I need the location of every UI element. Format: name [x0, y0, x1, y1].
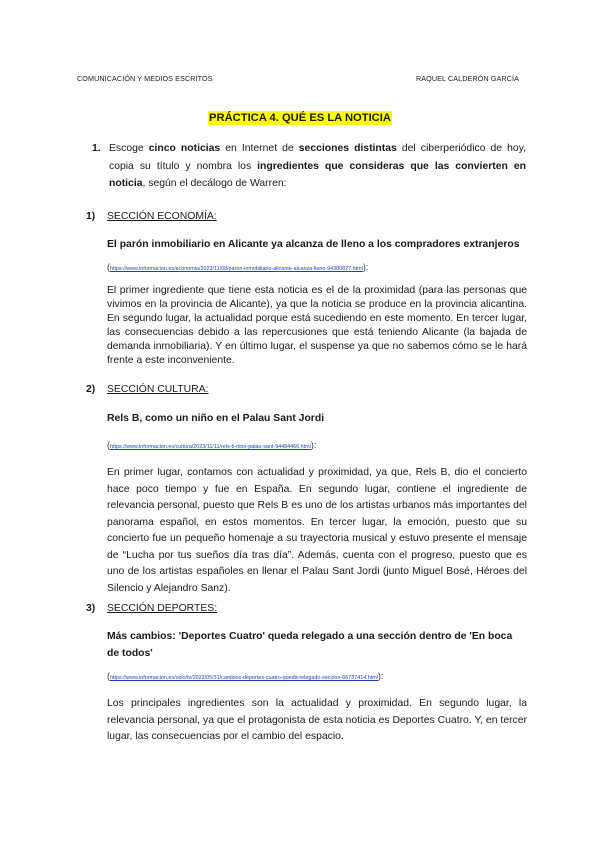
- question-number: 1.: [92, 143, 101, 154]
- section-cultura-heading: [86, 384, 208, 395]
- header-author: RAQUEL CALDERÓN GARCÍA: [416, 74, 519, 83]
- section-heading: SECCIÓN CULTURA:: [107, 384, 209, 395]
- q-bold: cinco noticias: [148, 143, 221, 154]
- news-title-cultura: Rels B, como un niño en el Palau Sant Jordi: [107, 413, 325, 424]
- section-heading: SECCIÓN ECONOMÍA:: [107, 211, 217, 222]
- question-text: [109, 140, 526, 193]
- news-link-economia[interactable]: https://www.informacion.es/economia/2023/11/08/paron-inmobiliario-alicante-alcanza-lleno-94380827.html: [110, 266, 363, 272]
- page-title: [0, 108, 600, 126]
- section-number: 3): [86, 603, 96, 614]
- news-url-cultura: (https://www.informacion.es/cultura/2023/11/11/rels-b-nino-palau-sant-94484466.html):: [107, 440, 317, 450]
- news-title-economia: El parón inmobiliario en Alicante ya alcanza de lleno a los compradores extranjeros: [107, 239, 520, 250]
- news-analysis-cultura: En primer lugar, contamos con actualidad y proximidad, ya que, Rels B, dio el concierto hace poco tiempo y fue en España. En segundo lugar, contiene el ingrediente de relevancia personal, puesto que Rels B es uno de los artistas urbanos más importantes del panorama español, en estos momentos. En tercer lugar, la emoción, puesto que su concierto fue un pequeño homenaje a su trayectoria musical y estuvo presente el mensaje de “Lucha por tus sueños día tras día”. Además, cuenta con el progreso, puesto que es uno de los artistas españoles en llenar el Palau Sant Jordi (junto Miguel Bosé, Héroes del Silencio y Alejandro Sanz).: [107, 467, 527, 594]
- news-url-deportes: (https://www.informacion.es/ocio/tv/2022/05/31/cambios-deportes-cuatro-queda-relegado-seccion-66737414.html):: [107, 671, 384, 681]
- section-economia-heading: [86, 211, 217, 222]
- news-analysis-economia: El primer ingrediente que tiene esta noticia es el de la proximidad (para las personas que vivimos en la provincia de Alicante), ya que la noticia se produce en la provincia alicantina. En segundo lugar, la actualidad porque está sucediendo en este momento. En tercer lugar, las consecuencias debido a las repercusiones que está teniendo Alicante (la bajada de demanda inmobiliaria). Y en último lugar, el suspense ya que no sabemos cómo se le hará frente a este inconveniente.: [107, 285, 527, 367]
- q-part: del ciberperiódico de hoy, copia su título y nombra los: [109, 143, 527, 172]
- q-part: , según el decálogo de Warren:: [142, 178, 287, 189]
- q-part: en Internet de: [220, 143, 299, 154]
- header-course: COMUNICACIÓN Y MEDIOS ESCRITOS: [77, 74, 213, 83]
- section-heading: SECCIÓN DEPORTES:: [107, 603, 218, 614]
- q-bold: secciones distintas: [298, 143, 397, 154]
- news-title-deportes: Más cambios: 'Deportes Cuatro' queda relegado a una sección dentro de 'En boca de todos': [107, 631, 513, 659]
- section-number: 1): [86, 211, 96, 222]
- news-url-economia: (https://www.informacion.es/economia/2023/11/08/paron-inmobiliario-alicante-alcanza-lleno-94380827.html):: [107, 262, 369, 272]
- q-part: Escoge: [109, 143, 149, 154]
- news-analysis-deportes: Los principales ingredientes son la actualidad y proximidad. En segundo lugar, la relevancia personal, ya que el protagonista de esta noticia es Deportes Cuatro. Y, en tercer lugar, las consecuencias por el cambio del espacio.: [107, 698, 527, 742]
- section-number: 2): [86, 384, 96, 395]
- section-deportes-heading: [86, 603, 217, 614]
- question-1: [86, 140, 526, 193]
- news-link-deportes[interactable]: https://www.informacion.es/ocio/tv/2022/05/31/cambios-deportes-cuatro-queda-relegado-seccion-66737414.html: [110, 675, 378, 681]
- news-link-cultura[interactable]: https://www.informacion.es/cultura/2023/11/11/rels-b-nino-palau-sant-94484466.html: [110, 444, 311, 450]
- page-title-text: PRÁCTICA 4. QUÉ ES LA NOTICIA: [209, 112, 391, 124]
- q-bold: ingredientes que consideras que las convierten en noticia: [109, 160, 526, 189]
